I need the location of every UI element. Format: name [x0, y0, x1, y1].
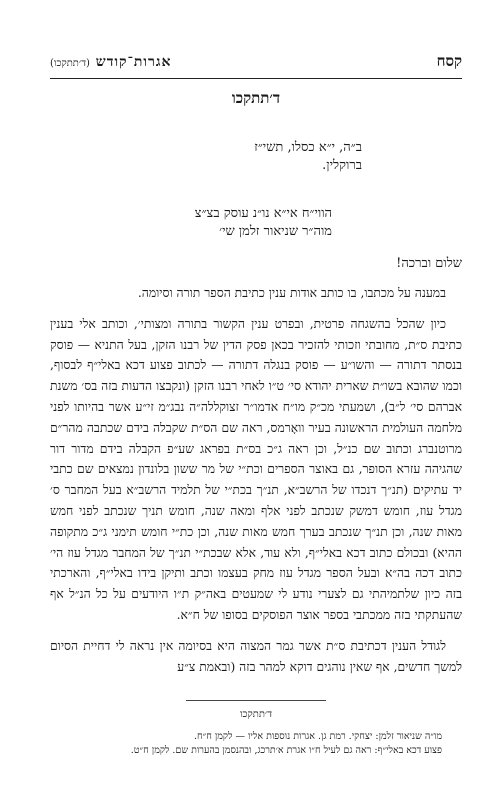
footnotes	[50, 730, 462, 758]
addressee-line-1: הווי״ח אי״א נו״נ עוסק בצ״צ	[194, 206, 332, 221]
signature: ד׳תתקכו	[239, 709, 273, 720]
footnote-2: פצוע דכא באלי״ף: ראה גם לעיל ח״ו אגרת א׳תרכג, ובהנסמן בהערות שם. לקמן ח״ט.	[130, 745, 442, 756]
addressee-line-2: מוה״ר שניאור זלמן שי׳	[219, 224, 332, 239]
letter-body	[50, 271, 462, 677]
footnote-divider	[186, 700, 326, 701]
running-title	[50, 54, 171, 71]
place: ברוקלין.	[322, 158, 362, 173]
greeting: שלום וברכה!	[396, 256, 462, 271]
paragraph-2: כיון שהכל בהשגחה פרטית, ובפרט ענין הקשור בתורה ומצותי׳, וכותב אלי בענין כתיבת ס״ת, מחובתי וזכותי להזכיר בכאן פסק הדין של רבנו הזקן, בעל התניא — פוסק בנסתר דתורה — והשו״ע — פוסק בנגלה דתורה — לכתוב פצוע דכא באלי״ף לבסוף, וכמו שהובא בשו״ת שארית יהודא סי׳ ט״ו לאחי רבנו הזקן (ונקבצו הדעות בזה בס׳ משנת אברהם סי׳ ל״ב), ושמעתי מכ״ק מו״ח אדמו״ר זצוקללה״ה נבג״מ זי״ע אשר בהיותו לפני מלחמה העולמית הראשונה בעיר וואָרמס, ראה שם הס״ת שקבלה בידם שכתבה מהר״ם מרוטנברג וכתוב שם כנ״ל, וכן ראה ג״כ בס״ת בפראג שע״פ הקבלה בידם מדור דור שהגיהה עזרא הסופר, גם באוצר הספרים וכת״י של מר ששון בלונדון נמצאים שם כתבי יד עתיקים (תנ״ך דנכדו של הרשב״א, תנ״ך בכת״י של תלמיד הרשב״א בעל המחבר ס׳ מגדל עוז, חומש דמשק שנכתב לפני אלף ומאה שנה, חומש תניך שנכתב לפני חמש מאות שנה, וכן תנ״ך שנכתב בערך חמש מאות שנה, וכן כת״י חומש תימני ג״כ מתקופה ההיא) ובכולם כתוב דכא באלי״ף, ולא עוד, אלא שבכת״י תנ״ך של המחבר מגדל עוז הי׳ כתוב דכה בה״א ובעל הספר מגדל עוז מחק בעצמו וכתב ותיקן בידו באלי״ף, והארכתי בזה כיון שלתמיהתי גם לצערי נודע לי שמעטים באה״ק ת״ו היודעים על כל הנ״ל אף שהעתקתי בזה ממכתבי בספר אוצר הפוסקים בסופו של ח״א.	[50, 316, 462, 622]
date: ב״ה, י״א כסלו, תשי״ז	[254, 140, 362, 155]
letter-number: ד׳תתקכו	[231, 89, 281, 107]
running-title-text: אגרות־קודש	[95, 54, 172, 70]
footer	[50, 700, 462, 758]
paragraph-3: לגודל הענין דכתיבת ס״ת אשר גמר המצוה היא בסיומה אין נראה לי דחיית הסיום למשך חדשים, אף שאין נוהגים דוקא למהר בזה (ובאמת צ״ע	[50, 638, 462, 674]
running-header	[50, 52, 462, 79]
addressee	[50, 205, 332, 241]
page-number: קסח	[436, 52, 462, 70]
footnote-1: מו״ה שניאור זלמן: יצחקי. רמת גן. אגרות נוספות אליו — לקמן ח״ח.	[193, 731, 442, 742]
paragraph-1: במענה על מכתבו, בו כותב אודות ענין כתיבת הספר תורה וסיומה.	[137, 286, 446, 300]
dateline	[50, 139, 362, 175]
running-title-sub: (ד׳תתקכו)	[50, 58, 90, 69]
